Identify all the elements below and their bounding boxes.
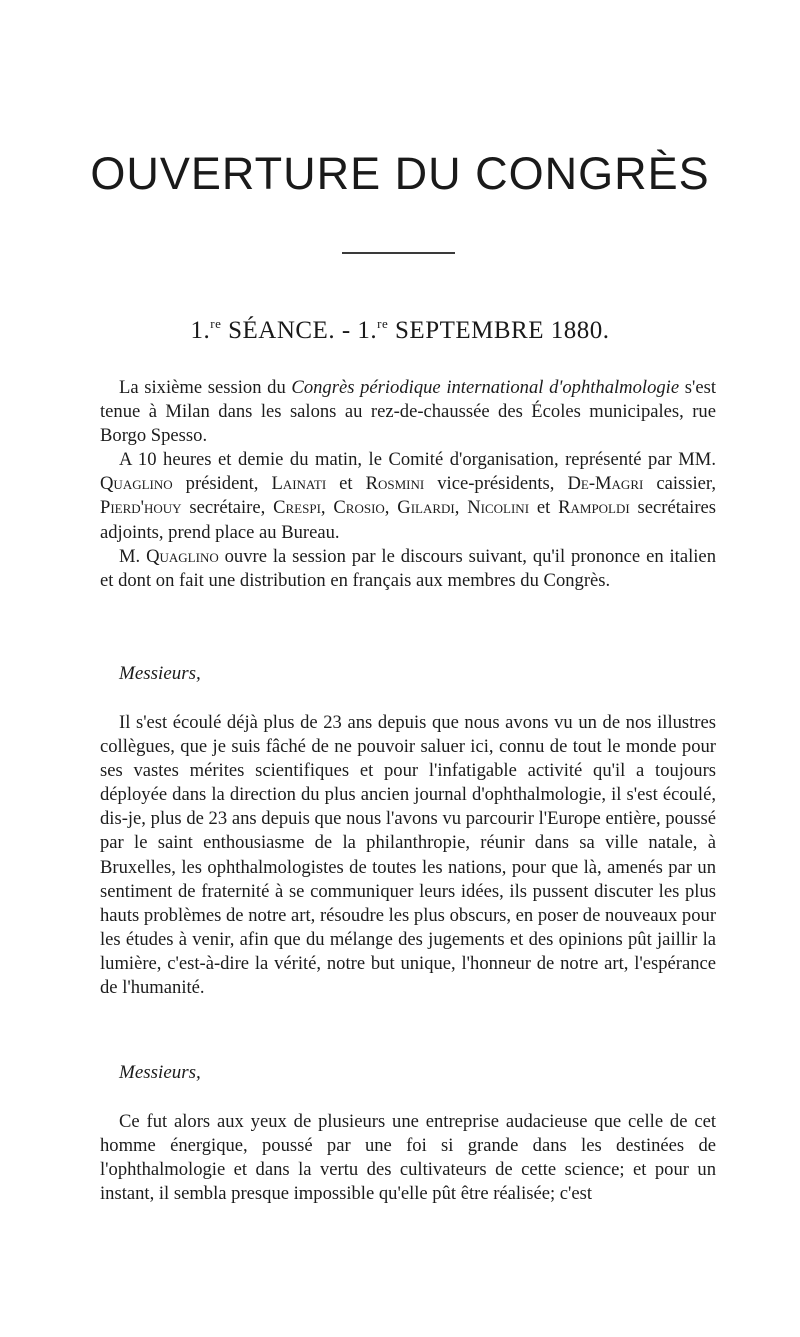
name-quaglino: Quaglino xyxy=(100,473,173,495)
name-demagri: De-Magri xyxy=(567,473,644,495)
intro-text: s'est tenue à Milan dans les salons au rez-de-chaussée des Écoles municipales, rue Borgo Spesso. xyxy=(100,377,716,447)
page-title: OUVERTURE DU CONGRÈS xyxy=(90,148,710,199)
intro-text: M. xyxy=(119,545,147,567)
intro-text: secrétaires adjoints, prend place au Bureau. xyxy=(100,497,717,543)
intro-paragraph-2 xyxy=(100,448,716,544)
session-label: SÉANCE. - xyxy=(221,317,358,344)
intro-block xyxy=(100,376,716,593)
intro-text: vice-présidents, xyxy=(424,473,568,495)
intro-text: président, xyxy=(172,473,272,495)
name-nicolini: Nicolini xyxy=(467,497,530,519)
session-number: 1. xyxy=(190,317,211,344)
speech-block-1 xyxy=(100,711,716,1000)
intro-text: , xyxy=(454,497,468,519)
name-gilardi: Gilardi xyxy=(397,497,455,519)
name-quaglino: Quaglino xyxy=(146,545,219,567)
congress-title: Congrès périodique international d'ophthalmologie xyxy=(291,377,680,398)
title-divider xyxy=(342,252,455,254)
speech-paragraph-1: Il s'est écoulé déjà plus de 23 ans depuis que nous avons vu un de nos illustres collègues, que je suis fâché de ne pouvoir saluer ici, connu de tout le monde pour ses vastes mérites scientifiques et pour l'infatigable activité qu'il a toujours déployée dans la direction du plus ancien journal d'ophthalmologie, il s'est écoulé, dis-je, plus de 23 ans depuis que nous l'avons vu parcourir l'Europe entière, poussé par le saint enthousiasme de la philanthropie, réunir dans sa ville natale, à Bruxelles, les ophthalmologistes de toutes les nations, pour que là, amenés par un sentiment de fraternité à se communiquer leurs idées, ils pussent discuter les plus hauts problèmes de notre art, résoudre les plus obscurs, en poser de nouveaux pour les études à venir, afin que du mélange des jugements et des opinions pût jaillir la lumière, c'est-à-dire la vérité, notre but unique, l'honneur de notre art, l'espérance de l'humanité. xyxy=(100,712,717,999)
intro-text: ouvre la session par le discours suivant, qu'il prononce en italien et dont on fait une distribution en français aux membres du Congrès. xyxy=(100,545,716,591)
intro-text: , xyxy=(384,497,398,519)
intro-paragraph-3 xyxy=(100,545,716,593)
intro-text: secrétaire, xyxy=(181,497,274,519)
name-rampoldi: Rampoldi xyxy=(558,497,630,519)
speech-salutation-2: Messieurs, xyxy=(119,1062,201,1083)
name-pierdhouy: Pierd'houy xyxy=(100,497,182,519)
intro-text: et xyxy=(326,473,366,495)
date-text: SEPTEMBRE 1880. xyxy=(388,317,610,344)
date-day-suffix: re xyxy=(377,316,389,331)
name-lainati: Lainati xyxy=(271,473,327,495)
intro-text: , xyxy=(320,497,334,519)
name-crespi: Crespi xyxy=(273,497,321,519)
name-rosmini: Rosmini xyxy=(365,473,425,495)
speech-paragraph-2: Ce fut alors aux yeux de plusieurs une entreprise audacieuse que celle de cet homme énergique, poussé par une foi si grande dans les destinées de l'ophthalmologie et dans la vertu des cultivateurs de cette science; et pour un instant, il sembla presque impossible qu'elle pût être réalisée; c'est xyxy=(100,1111,716,1205)
name-crosio: Crosio xyxy=(333,497,385,519)
speech-block-2 xyxy=(100,1110,716,1206)
date-day: 1. xyxy=(357,317,378,344)
intro-text: A 10 heures et demie du matin, le Comité d'organisation, représenté par MM. xyxy=(119,449,716,471)
intro-text: caissier, xyxy=(643,473,716,495)
intro-paragraph-1 xyxy=(100,376,716,448)
intro-text: et xyxy=(529,497,559,519)
session-number-suffix: re xyxy=(210,316,222,331)
speech-salutation-1: Messieurs, xyxy=(119,663,201,684)
session-heading xyxy=(0,316,800,345)
intro-text: La sixième session du xyxy=(119,377,292,398)
